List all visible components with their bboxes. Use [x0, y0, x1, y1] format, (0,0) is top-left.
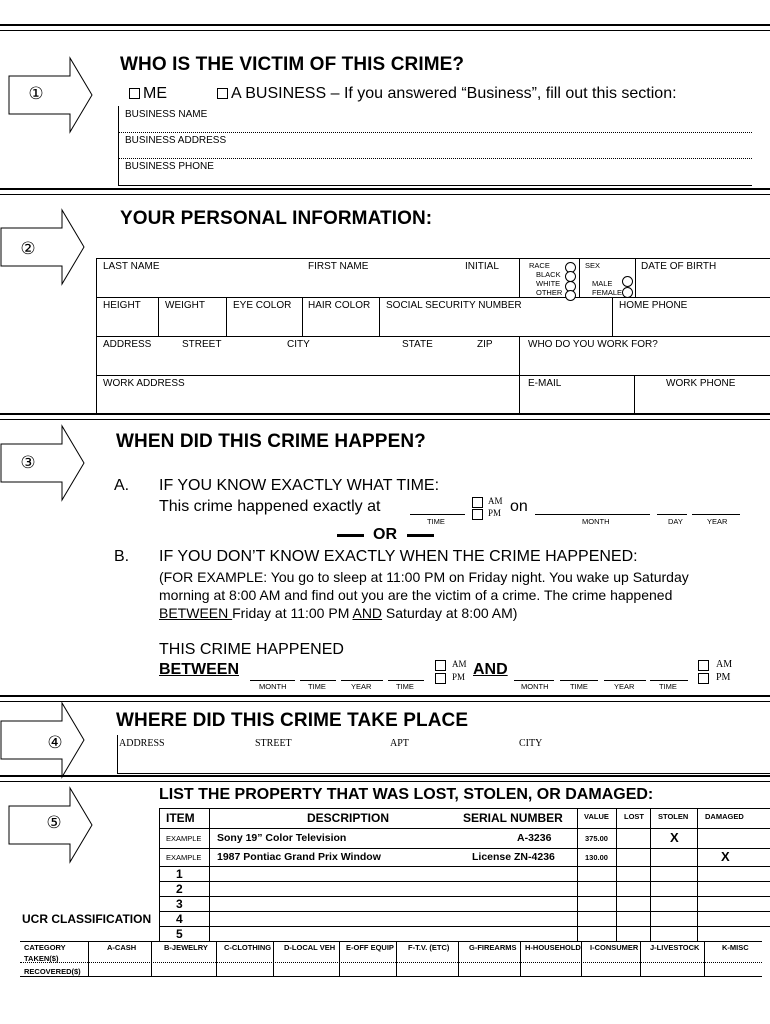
header-damaged: DAMAGED — [705, 812, 744, 821]
grid-line — [158, 297, 159, 336]
grid-line — [159, 911, 770, 912]
section-title-personal: YOUR PERSONAL INFORMATION: — [120, 208, 433, 229]
header-lost: LOST — [624, 812, 644, 821]
location-apt-label: APT — [390, 738, 409, 749]
address-label: ADDRESS — [103, 339, 152, 350]
grid-line — [159, 926, 770, 927]
sex-female-radio[interactable] — [622, 287, 633, 298]
race-label: RACE — [529, 261, 550, 270]
start-time-field[interactable] — [300, 680, 336, 681]
section-title-victim: WHO IS THE VICTIM OF THIS CRIME? — [120, 54, 465, 75]
ucr-col-i: I-CONSUMER — [590, 943, 639, 952]
end-month-caption: MONTH — [521, 682, 549, 691]
grid-line — [650, 808, 651, 941]
end-am-checkbox[interactable] — [698, 660, 709, 671]
grid-line — [634, 375, 635, 414]
grid-line — [159, 828, 770, 829]
grid-line — [159, 866, 770, 867]
section-number-1: ① — [28, 84, 44, 104]
grid-line — [96, 375, 770, 376]
grid-line — [339, 941, 340, 976]
crime-happened-label: THIS CRIME HAPPENED — [159, 641, 344, 658]
section-number-4: ④ — [47, 733, 63, 753]
initial-label: INITIAL — [465, 261, 499, 272]
section-title-property: LIST THE PROPERTY THAT WAS LOST, STOLEN, OR DAMAGED: — [159, 786, 654, 803]
header-value: VALUE — [584, 812, 609, 821]
section-divider — [0, 413, 770, 420]
end-pm-label: PM — [716, 672, 731, 683]
business-name-label: BUSINESS NAME — [125, 109, 208, 120]
work-phone-label: WORK PHONE — [666, 378, 736, 389]
grid-line — [519, 336, 520, 414]
header-serial: SERIAL NUMBER — [463, 811, 563, 825]
exact-year-field[interactable] — [692, 514, 740, 515]
grid-line — [159, 808, 160, 941]
work-address-label: WORK ADDRESS — [103, 378, 185, 389]
section-divider — [0, 24, 770, 31]
section-title-where: WHERE DID THIS CRIME TAKE PLACE — [116, 710, 469, 731]
grid-line — [96, 297, 770, 298]
example-end: Saturday at 8:00 AM) — [382, 605, 518, 621]
me-checkbox[interactable] — [129, 88, 140, 99]
row-serial: License ZN-4236 — [472, 851, 555, 863]
ucr-category-label: CATEGORY — [24, 943, 66, 952]
grid-line — [577, 808, 578, 941]
start-year-field[interactable] — [341, 680, 383, 681]
section-title-when: WHEN DID THIS CRIME HAPPEN? — [116, 431, 426, 452]
business-checkbox[interactable] — [217, 88, 228, 99]
or-rule-right — [407, 534, 434, 537]
grid-line — [226, 297, 227, 336]
grid-line — [616, 808, 617, 941]
location-field[interactable] — [117, 773, 770, 774]
row-item: 4 — [176, 912, 183, 926]
business-phone-field[interactable] — [118, 185, 752, 186]
end-time-caption: TIME — [570, 682, 588, 691]
grid-line — [581, 941, 582, 976]
row-stolen-mark: X — [670, 830, 679, 845]
grid-line — [20, 976, 762, 977]
first-name-label: FIRST NAME — [308, 261, 369, 272]
exact-month-field[interactable] — [535, 514, 650, 515]
example-line-1: (FOR EXAMPLE: You go to sleep at 11:00 PM on Friday night. You wake up Saturday — [159, 569, 689, 585]
start-month-field[interactable] — [250, 680, 295, 681]
row-serial: A-3236 — [517, 832, 552, 844]
exact-time-field[interactable] — [410, 514, 465, 515]
grid-line — [96, 336, 770, 337]
start-pm-checkbox[interactable] — [435, 673, 446, 684]
on-label: on — [510, 498, 528, 515]
ucr-col-k: K-MISC — [722, 943, 749, 952]
grid-line — [396, 941, 397, 976]
arrow-icon — [8, 56, 94, 134]
end-year-field[interactable] — [604, 680, 646, 681]
ucr-recovered-label: RECOVERED($) — [24, 967, 81, 976]
business-label: A BUSINESS – If you answered “Business”, fill out this section: — [231, 85, 677, 102]
part-a-text: This crime happened exactly at — [159, 498, 381, 515]
street-label: STREET — [182, 339, 222, 350]
section1-left-border — [118, 106, 119, 186]
section-divider — [0, 188, 770, 195]
race-radio-extra[interactable] — [565, 290, 576, 301]
employer-label: WHO DO YOU WORK FOR? — [528, 339, 658, 350]
grid-line — [151, 941, 152, 976]
business-name-field[interactable] — [118, 132, 752, 133]
example-line-2: morning at 8:00 AM and find out you are the victim of a crime. The crime happened — [159, 587, 673, 603]
ucr-col-f: F-T.V. (ETC) — [408, 943, 450, 952]
section-number-5: ⑤ — [46, 813, 62, 833]
row-value: 130.00 — [585, 853, 608, 862]
section-divider — [0, 695, 770, 702]
row-item: 3 — [176, 897, 183, 911]
row-item: 1 — [176, 867, 183, 881]
and-label: AND — [473, 661, 508, 678]
race-black-label: BLACK — [536, 270, 561, 279]
city-label: CITY — [287, 339, 310, 350]
end-year-caption: YEAR — [614, 682, 635, 691]
ucr-col-a: A-CASH — [107, 943, 137, 952]
start-am-label: AM — [452, 659, 467, 669]
end-month-field[interactable] — [514, 680, 554, 681]
or-rule-left — [337, 534, 364, 537]
grid-line — [216, 941, 217, 976]
ucr-taken-label: TAKEN($) — [24, 954, 59, 963]
grid-line — [379, 297, 380, 336]
email-label: E-MAIL — [528, 378, 562, 389]
start-time2-caption: TIME — [396, 682, 414, 691]
part-b-heading: IF YOU DON’T KNOW EXACTLY WHEN THE CRIME HAPPENED: — [159, 548, 638, 565]
race-white-label: WHITE — [536, 279, 561, 288]
location-street-label: STREET — [255, 738, 292, 749]
grid-line — [159, 896, 770, 897]
grid-line — [704, 941, 705, 976]
home-phone-label: HOME PHONE — [619, 300, 688, 311]
header-description: DESCRIPTION — [307, 811, 390, 825]
arrow-icon — [0, 424, 86, 502]
end-am-label: AM — [716, 659, 733, 670]
eye-color-label: EYE COLOR — [233, 300, 292, 311]
exact-pm-label: PM — [488, 508, 502, 518]
ucr-col-h: H-HOUSEHOLD — [525, 943, 581, 952]
row-value: 375.00 — [585, 834, 608, 843]
time-caption: TIME — [427, 517, 445, 526]
section-divider — [0, 775, 770, 782]
state-label: STATE — [402, 339, 433, 350]
end-time2-caption: TIME — [659, 682, 677, 691]
ucr-col-c: C-CLOTHING — [224, 943, 272, 952]
location-left-border — [117, 735, 118, 773]
end-time-field[interactable] — [560, 680, 598, 681]
race-other-label: OTHER — [536, 288, 563, 297]
part-a-heading: IF YOU KNOW EXACTLY WHAT TIME: — [159, 477, 440, 494]
sex-female-label: FEMALE — [592, 288, 623, 297]
header-stolen: STOLEN — [658, 812, 689, 821]
arrow-icon — [0, 701, 86, 779]
business-phone-label: BUSINESS PHONE — [125, 161, 214, 172]
grid-line — [20, 962, 762, 963]
grid-line — [273, 941, 274, 976]
start-time-caption: TIME — [308, 682, 326, 691]
sex-male-label: MALE — [592, 279, 613, 288]
grid-line — [520, 941, 521, 976]
sex-male-radio[interactable] — [622, 276, 633, 287]
grid-line — [159, 881, 770, 882]
hair-color-label: HAIR COLOR — [308, 300, 371, 311]
ucr-col-e: E-OFF EQUIP — [346, 943, 394, 952]
zip-label: ZIP — [477, 339, 493, 350]
start-pm-label: PM — [452, 672, 466, 682]
day-caption: DAY — [668, 517, 683, 526]
ucr-col-b: B-JEWELRY — [164, 943, 208, 952]
grid-line — [458, 941, 459, 976]
example-between: BETWEEN — [159, 605, 233, 621]
ucr-classification-label: UCR CLASSIFICATION — [22, 912, 152, 926]
grid-line — [640, 941, 641, 976]
grid-line — [519, 258, 520, 297]
year-caption: YEAR — [707, 517, 728, 526]
ucr-col-d: D-LOCAL VEH — [284, 943, 336, 952]
row-damaged-mark: X — [721, 849, 730, 864]
grid-line — [697, 808, 698, 941]
row-item: EXAMPLE — [166, 834, 202, 843]
grid-line — [88, 941, 89, 976]
start-year-caption: YEAR — [351, 682, 372, 691]
grid-line — [159, 848, 770, 849]
ucr-col-j: J-LIVESTOCK — [650, 943, 700, 952]
grid-line — [302, 297, 303, 336]
grid-line — [579, 258, 580, 297]
me-label: ME — [143, 85, 167, 102]
last-name-label: LAST NAME — [103, 261, 160, 272]
or-label: OR — [373, 526, 397, 543]
between-label: BETWEEN — [159, 661, 239, 678]
part-b-label: B. — [114, 548, 130, 565]
weight-label: WEIGHT — [165, 300, 205, 311]
start-month-caption: MONTH — [259, 682, 287, 691]
row-item: EXAMPLE — [166, 853, 202, 862]
month-caption: MONTH — [582, 517, 610, 526]
dob-label: DATE OF BIRTH — [641, 261, 717, 272]
header-item: ITEM — [166, 811, 195, 825]
business-address-field[interactable] — [118, 158, 752, 159]
end-time2-field[interactable] — [650, 680, 688, 681]
grid-line — [635, 258, 636, 297]
grid-line — [209, 808, 210, 941]
ucr-col-g: G-FIREARMS — [469, 943, 517, 952]
example-and: AND — [352, 605, 383, 621]
exact-pm-checkbox[interactable] — [472, 509, 483, 520]
exact-am-label: AM — [488, 496, 503, 506]
arrow-icon — [0, 208, 86, 286]
grid-line — [96, 258, 770, 259]
exact-day-field[interactable] — [657, 514, 687, 515]
start-time2-field[interactable] — [388, 680, 424, 681]
exact-am-checkbox[interactable] — [472, 497, 483, 508]
location-address-label: ADDRESS — [119, 738, 165, 749]
end-pm-checkbox[interactable] — [698, 673, 709, 684]
grid-line — [612, 297, 613, 336]
sex-label: SEX — [585, 261, 601, 270]
row-item: 2 — [176, 882, 183, 896]
part-a-label: A. — [114, 477, 130, 494]
ssn-label: SOCIAL SECURITY NUMBER — [386, 300, 522, 311]
section-number-3: ③ — [20, 453, 36, 473]
row-description: 1987 Pontiac Grand Prix Window — [217, 851, 381, 863]
row-description: Sony 19” Color Television — [217, 832, 347, 844]
row-item: 5 — [176, 927, 183, 941]
location-city-label: CITY — [519, 738, 543, 749]
grid-line — [20, 941, 762, 942]
section-number-2: ② — [20, 239, 36, 259]
height-label: HEIGHT — [103, 300, 141, 311]
start-am-checkbox[interactable] — [435, 660, 446, 671]
example-line-3 — [159, 605, 517, 621]
example-mid: Friday at 11:00 PM — [232, 605, 353, 621]
business-address-label: BUSINESS ADDRESS — [125, 135, 227, 146]
grid-line — [159, 808, 770, 809]
